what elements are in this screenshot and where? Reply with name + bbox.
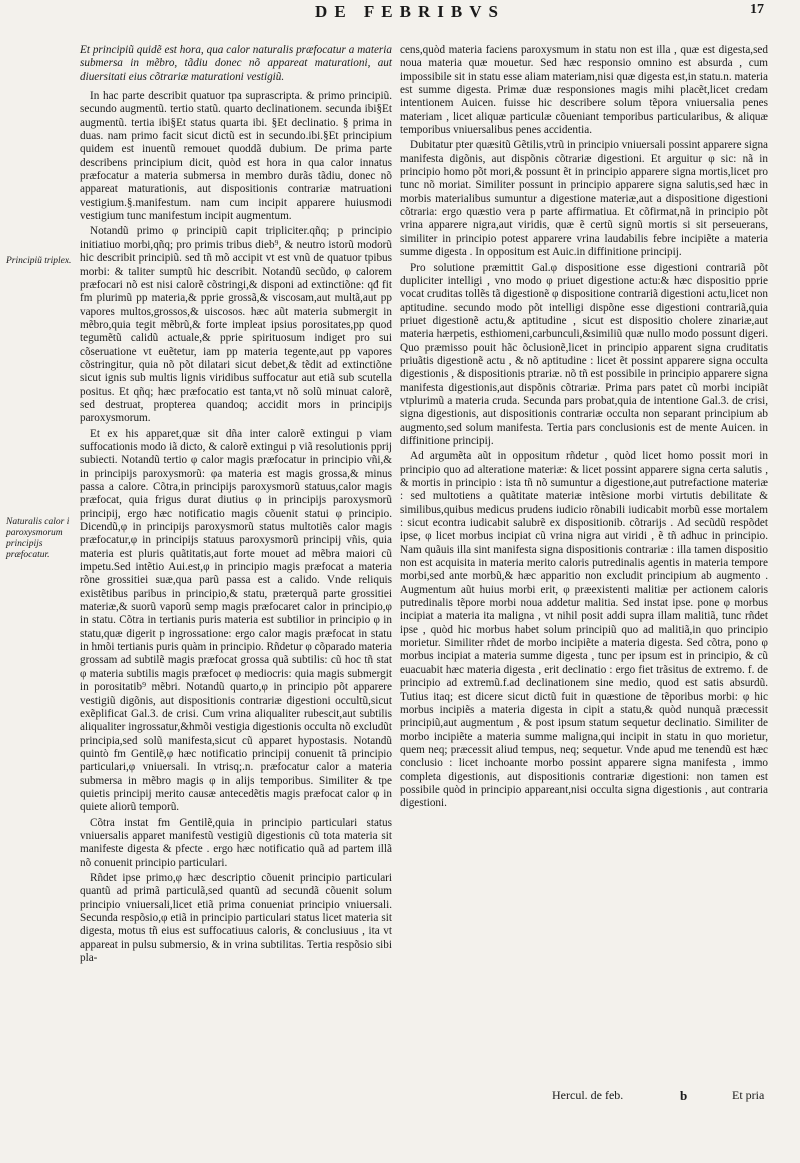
commentary-paragraph: In hac parte describit quatuor tpa suprascripta. & primo principiũ. secundo augmentũ. tertio statũ. quarto declinationem. secunda ibi§Et augmentũ. tertia ibi§Et status quarta ibi. §Et declinatio. § prima in duas. nam primo facit sicut dictũ est in secundo.ibi.§Et principium quidem est inuentũ remouet quoddã dubium. De prima parte describens principium dicit, quòd est hora in qua calor innatus præfocatur a materia submersa in membro durãs tãdiu, donec nõ appareat maturationis, aut dispositionis contrariæ matruationi vestigium.§.manifestum. nam cum incipit apparere huiusmodi vestigium tunc manifestum incipit augmentum.: [80, 90, 392, 223]
commentary-paragraph: Pro solutione præmittit Gal.φ dispositione esse digestioni contrariã põt dupliciter intelligi , vno modo φ priuet digestione actu:& hæc dispositio pprie vocat cruditas tollẽs tã digestionẽ φ dispositione contrariã digestioni actu,licet non aptitudine. secundo modo põt intelligi dispõne esse digestioni contrariã,quia priuet digestionẽ actu,& aptitudine , sicut est dispositio cholere zinariæ,aut materia hærpetis, esthiomeni,carbunculi,&similiũ quæ nullo modo possunt digeri. Quo præmisso pouit hãc õclusionẽ,licet in principio apparent signa cruditatis priuãtis digestionẽ actu , & nõ aptitudine : licet ẽt possint apparere signa occulta digestionis , & dispositionis ptrariæ. nõ tñ est possibile in principio apparere signa manifesta digestionis,aut dispõnis cõtrariæ. Prima pars patet cũ morbi incipiãt vtplurimũ a materia cruda. Secunda pars probat,quia de intentione Gal.3. de crisi, signa digestionis, aut dispositionis contrariæ occulta non separant principium ab augmento,sed solum manifesta. Tertia pars conclusionis est de mente Auicen. in diffinitione principij.: [400, 261, 768, 447]
left-column: [80, 44, 392, 967]
commentary-paragraph: cens,quòd materia faciens paroxysmum in statu non est illa , quæ est digesta,sed noua materia quæ mouetur. Sed hæc responsio omnino est absurda , cum impossibile sit in statu esse aliam materiam,nisi quæ digesta est,in statu.n. materia est summe digesta. Primæ duæ responsiones magis mihi placẽt,licet credam intentionem Auicen. fuisse hic describere solum tẽpora vniuersalia penes materiam , licet aliquæ particulæ cõueniant temporibus particularibus, & aliquæ temporibus vniuersalibus penes accidentia.: [400, 44, 768, 137]
commentary-paragraph: Dubitatur pter quæsitũ Gẽtilis,vtrũ in principio vniuersali possint apparere signa manifesta digõnis, aut dispõnis cõtrariæ digestioni. Et arguitur φ sic: nã in principio homo põt mori,& possunt ẽt in principio apparere signa mortis,licet pro tunc nõ moriat. Similiter possunt in principio apparere signa salutis,sed hæc in morbis materialibus sumuntur a digestione materiæ,aut a dispositione digestioni cõtraria: ergo quæstio vera p parte affirmatiua. Et cõfirmat,nã in principio põt vrina apparere nigra,aut viridis, quæ ẽ certũ signũ mortis si sit perseuerans, similiter in principio potest apparere vrina laudabilis febre incipiẽte a materia summe digesta . In oppositum est Auic.in diffinitione principij.: [400, 139, 768, 259]
commentary-paragraph: Notandũ primo φ principiũ capit tripliciter.qñq; p principio initiatiuo morbi,qñq; pro primis tribus dieb⁹, & neutro istorũ modorũ hic describit principiũ. sed tñ mõ accipit vt est vnũ de quatuor tpibus morbi: & taliter sumptũ hic describit. Notandũ secũdo, φ calorem præfocari nõ est nisi calorẽ cõstringi,& disponi ad extinctiõne: qđ fit fm plurimũ pp materia,& pprie grossã,& viscosam,aut multã,aut pp vapores multos,grossos,& uiscosos. hæc aũt materia submergit in mẽbro,quia tegit mẽbrũ,& forte impleat ipsius porositates,pp quod tegumẽtũ calidũ actuale,& pprie spirituosum indiget pro sui cõseruatione vt euẽtetur, iam pp materia tegente,aut pp vapores cõstringitur, quia nõ põt dilatari sicut debet,& tẽdit ad extinctiõne sicut ignis sub multis lignis viridibus suffocatur aut etiã sub scutella positus. Et qñq; hæc præfocatio est tanta,vt nõ solũ minuat calorẽ, sed destruat, propterea quandoq; accidit mors in principijs paroxysmorum.: [80, 225, 392, 425]
signature-line: Hercul. de feb.: [552, 1088, 624, 1102]
right-column: [400, 44, 768, 813]
page-number: 17: [750, 2, 764, 17]
margin-note-principium: Principiũ triplex.: [6, 256, 72, 266]
margin-note-naturalis-calor: Naturalis calor i paroxysmorum principijs præfocatur.: [6, 517, 70, 560]
commentary-paragraph: Cõtra instat fm Gentilẽ,quia in principio particulari status vniuersalis apparet manifestũ vestigiũ digestionis cũ tota materia sit manifeste digesta & pfecte . ergo hæc notificatio quã ad partem illã nõ conuenit principio particulari.: [80, 816, 392, 869]
commentary-paragraph: Et ex his apparet,quæ sit dña inter calorẽ extingui p viam suffocationis modo iã dicto, & calorẽ extingui p viã resolutionis pprij subiecti. Notandũ tertio φ calor magis præfocatur in principio vñi,& in principijs paroxysmorũ: φa materia est magis grossa,& minus passa a calore. Cõtra,in principijs paroxysmorũ statuus,calor magis præfocat, quia frigus durat diutius φ in principijs paroxysmorũ principij, ergo hæc notificatio magis cõuenit statui φ principio. Dicendũ,φ in principijs paroxysmorũ status multotiẽs calor magis præfocatur,φ in principijs statuus paroxysmorũ principij vñis, quia materia est pluris quãtitatis,aut forte mouet ad mẽbra maiori cũ impetu.Sed intẽtio Aui.est,φ in principio magis præfocat a materia rõne grossitiei suæ,qua parũ passa est a calido. Vnde reliquis existẽtibus paribus in principio,& statu, præterquã parte grossitiei materiæ,& suorũ vaporũ semp magis præfocaret calor in principio,φ in statu. Cõtra in tertianis puris materia est subtilior in principio φ in statu,quæ digerit p ingrossatione: ergo calor magis præfocat in statu in hmõi tertianis puris quàm in principio. Rñdetur φ cõparado materia grossam ad subtilẽ magis præfocat grossa quã subtilis: cũ hoc tñ stat φ materia subtilis magis præfocet φ mediocris: quia magis submergit in porositatib⁹ mẽbri. Notandũ quarto,φ in principio põt apparere vestigiũ digõnis, aut dispositionis contrariæ digestioni occultũ,sicut exẽplificat Gal.3. de crisi. Cum vrina aliqualiter rubescit,aut subtilis aliqualiter ingrossatur,&hmõi vestigia digestionis occulta nõ excludũt principia,sed solũ manifesta,sicut cũ apparet hypostasis. Notandũ quintò fm Gentilẽ,φ hæc notificatio principij conuenit tã principio particulari,φ vniuersali. In vtrisq;.n. præfocatur calor a materia submersa in mẽbro magis φ in alijs temporibus. Similiter & tpe quietis principij merito causæ antecedẽtis magis præfocat calor φ in quiete aliorũ temporũ.: [80, 427, 392, 814]
commentary-paragraph: Ad argumẽta aũt in oppositum rñdetur , quòd licet homo possit mori in principio quo ad alteratione materiæ: & licet possint apparere signa certa salutis , & mortis in principio : ista tñ nõ sumuntur a digestione,aut putrefactione materiæ : sed multotiens a quãtitate materiæ intẽsione morbi virtutis debilitate & similibus,quibus medicus prudens iudicio rõnabili iudicabit morbũ esse mortalem : sicut econtra iudicabit salubrẽ ex dispositionib. cõtrarijs . Ad secũdũ respõdet ipse, φ licet morbus incipiat cũ vrina nigra aut viridi , ẽ tñ adhuc in principio. Nam quãuis illa sint manifesta signa dispositionis contrariæ : illa tamen dispositio non est acquisita in materia merito caloris putredinalis agentis in materia tempore morbi,sed ante morbũ,& hæc apparitio non excludit principium ab augmento . Augmentum aũt huius morbi erit, φ præexistenti malitiæ per actionem caloris putredinalis tẽpore morbi noua addetur malitia. Sed instat ipse. pone φ morbus incipiat a materia ita maligna , vt nihil posit addi supra illam malitiã, tunc rñdet ipse , quòd hic morbus habet solum principiũ quo ad malitiã,in quo principio morietur. Similiter rñdet de morbo incipiẽte a materia digesta. Sed cõtra, pono φ morbus incipiat a materia summe digesta , tunc per ipsum est in principio, & cũ euacuabit hæc materia digesta , erit declinatio : ergo fiet trãsitus de extremo. f. de principio ad extremũ.f.ad declinationem sine medio, quod est satis absurdũ. Tutius itaq; est dicere sicut dictũ fuit in quæstione de tẽporibus morbi: φ hic morbus incipiẽs a materia digesta in cipit a statu,& quòd nunquã præcessit principiũ,aut augmentum , & post ipsum statum sequetur declinatio. Similiter de morbo incipiẽte a materia summe maligna,qui incipit in statu in quo morietur, quem neq; præcessit aliud tempus, neq; sequetur. Vnde apud me tenendũ est hæc conclusio : licet inchoante morbo possint apparere signa manifesta , immo completa digestionis, aut dispositionis contrariæ digestioni: non tamen est possibile quòd in principio appareant,nisi occulta signa digestionis , aut contraria digestioni.: [400, 450, 768, 810]
signature-mark: b: [680, 1088, 688, 1103]
lemma-text: Et principiũ quidẽ est hora, qua calor naturalis præfocatur a materia submersa in mẽbro, tãdiu donec nõ appareat maturationi, aut diuersitati eius cõtrariæ maturationi vestigiũ.: [80, 44, 392, 83]
catchword: Et pria: [732, 1088, 765, 1102]
running-title: DE FEBRIBVS: [315, 2, 505, 21]
commentary-paragraph: Rñdet ipse primo,φ hæc descriptio cõuenit principio particulari quantũ ad primã particulã,sed quantũ ad secundã cõuenit solum principio vniuersali,licet etiã prima conueniat principio vniuersali. Secunda respõsio,φ etiã in principio particulari status licet materia sit digesta, motus tñ eius est suffocatiuus caloris, & conclusiuus , ita vt appareat in pulsu submersio, & in vrina subtilitas. Tertia respõsio sibi pla-: [80, 871, 392, 965]
